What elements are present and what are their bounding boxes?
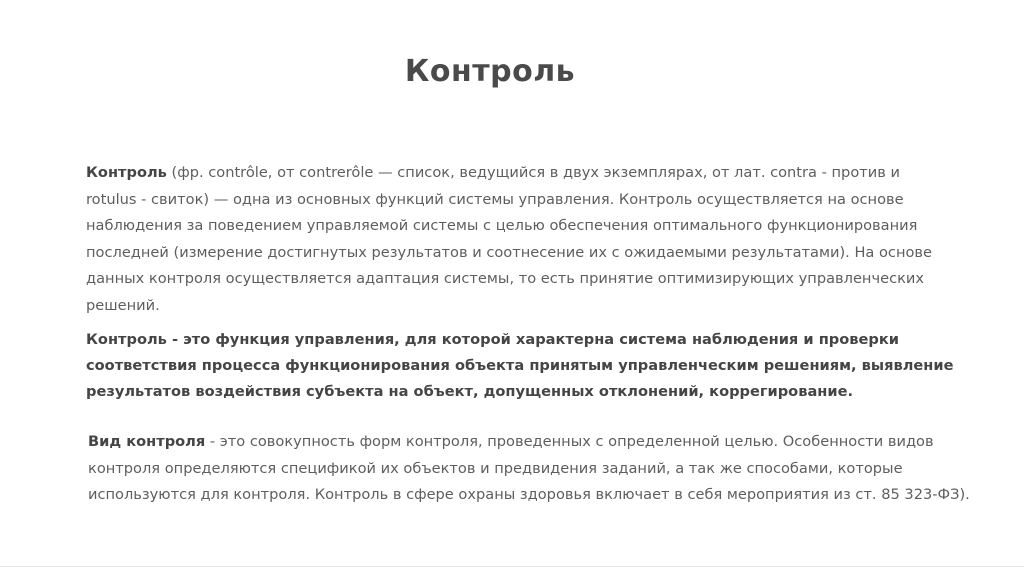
control-type-text: - это совокупность форм контроля, проведенных с определенной целью. Особенности видов контроля определяются спецификой их объектов и предвидения заданий, а так же способами, которые используются для контроля. Контроль в сфере охраны здоровья включает в себя мероприятия из ст. 85 323-ФЗ). [88,433,970,503]
page-title: Контроль [404,54,576,89]
function-paragraph: Контроль - это функция управления, для которой характерна система наблюдения и проверки соответствия процесса функционирования объекта принятым управленческим решениям, выявление результатов воздействия субъекта на объект, допущенных отклонений, коррегирование. [86,331,954,400]
definition-term: Контроль [86,164,167,181]
control-type-paragraph [88,429,978,509]
bottom-divider [0,566,1024,567]
control-type-term: Вид контроля [88,433,206,450]
definition-text: (фр. contrôle, от contrerôle — список, ведущийся в двух экземплярах, от лат. contra - против и rotulus - свиток) — одна из основных функций системы управления. Контроль осуществляется на основе наблюдения за поведением управляемой системы с целью обеспечения оптимального функционирования последней (измерение достигнутых результатов и соотнесение их с ожидаемыми результатами). На основе данных контроля осуществляется адаптация системы, то есть принятие оптимизирующих управленческих решений. [86,164,933,314]
definition-paragraph [86,160,936,319]
